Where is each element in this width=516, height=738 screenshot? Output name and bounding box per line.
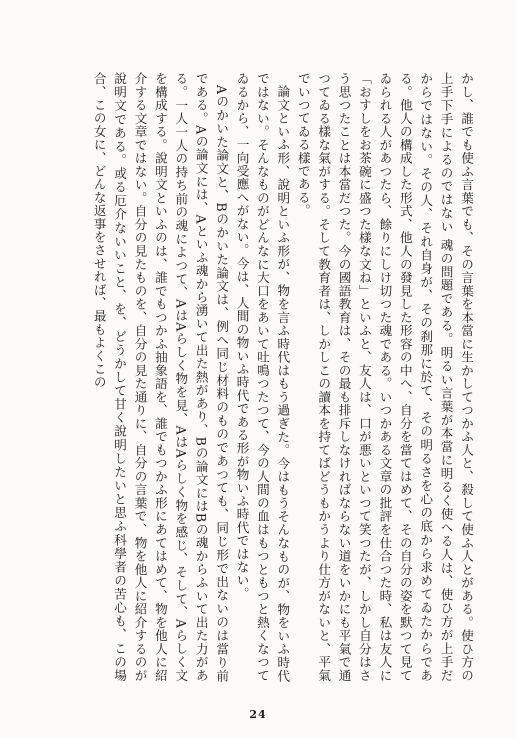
paragraph-2: 論文といふ形、說明といふ形が、物を言ふ時代はもう過ぎた。今はもうそんなものが、物をいふ時代ではない。そんなものがどんなに大口をあいて吐鳴つたつて、今の人間の血はもつともつと熱くなつてゐるから、一向受應へがない。今は、人間の物いふ時代である形が物いふ時代ではない。 — [234, 72, 291, 682]
vertical-text-block — [36, 72, 476, 682]
paragraph-3: Aのかいた論文と、Bのかいた論文は、例へ同じ材料のものであつても、同じ形で出ないのは當り前である。Aの論文には、Aといふ魂から湧いて出た熱があり、Bの論文にはBの魂からふいて出た力がある。一人一人の持ち前の魂によつて、AはAらしく物を見、AはAらしく物を感じ、そして、Aらしく文を構成する。說明文といふのは、誰でもつかふ抽象語を、誰でもつかふ形にあてはめて、物を他人に紹介する文章ではない。自分の見たものを、自分の見た通りに、自分の言葉で、物を他人に紹介するのが說明文である。或る厄介ないいこと、を、どうかして甘く說明したいと思ふ科學者の苦心も、この場合、この女に、どんな返事をさせれば、最もよくこの — [91, 72, 230, 682]
paragraph-1: かし、誰でも使ふ言葉でも、その言葉を本當に生かしてつかふ人と、殺して使ふ人とがある。使ひ方の上手下手によるのではない 魂の問題である。明るい言葉が本當に明るく使へる人は、使ひ方が上手だからではない。その人、それ自身が、その刹那に於て、その明るさを心の底から求めてゐたからである。他人の構成した形式、他人の發見した形容の中へ、自分を當てはめて、その自分の姿を默つて見てゐられる人があつたら、餘りにしけ切つた魂である。いつかある文章の批評を仕合つた時、私は友人に「おすしをお茶碗に盛つた樣な文ね」といふと、友人は、口が悪いといつて笑つたが、しかし自分はさう思つたことは本當だつた。今の國語教育は、その最も排斥しなければならない道をいかにも平氣で通つてゐる樣な氣がする。そして教育者は、しかしこの讀本を持てばどうもかうより仕方がないと、平氣でいつてゐる樣である。 — [295, 72, 474, 682]
page-number: 24 — [249, 708, 267, 721]
